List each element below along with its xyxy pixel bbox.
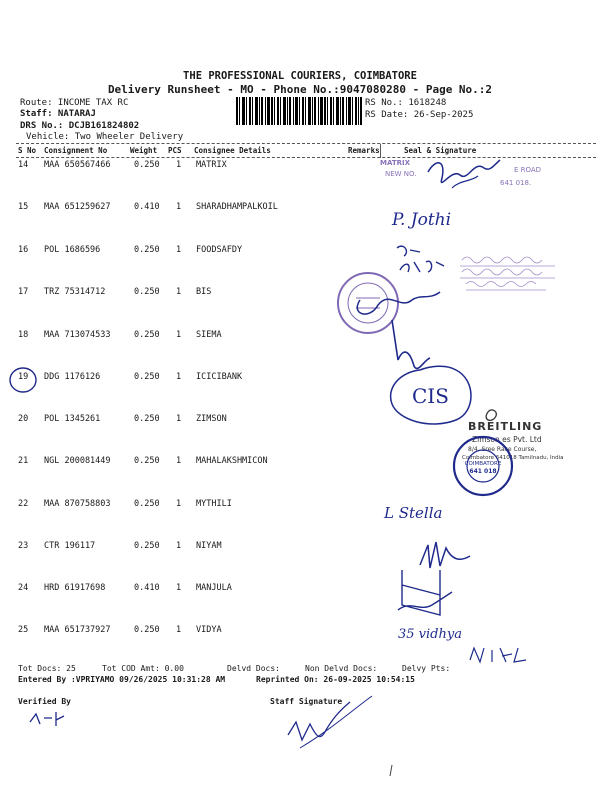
table-row xyxy=(18,202,598,216)
row-sno: 23 xyxy=(18,541,29,551)
handwritten-initials: CIS xyxy=(412,384,449,408)
col-consignment: Consignment No xyxy=(44,146,108,155)
signature-icon xyxy=(470,648,526,662)
table-row xyxy=(18,456,598,470)
row-weight: 0.250 xyxy=(134,625,160,635)
row-weight: 0.250 xyxy=(134,499,160,509)
rs-number: RS No.: 1618248 xyxy=(365,98,447,108)
row-weight: 0.410 xyxy=(134,583,160,593)
header-divider xyxy=(380,144,381,158)
row-consignee: SIEMA xyxy=(196,330,222,340)
row-pcs: 1 xyxy=(176,583,182,593)
header-top-rule xyxy=(16,143,596,144)
mahal-seal-line1: COIMBATORE xyxy=(464,461,502,467)
col-remarks: Remarks xyxy=(348,146,380,155)
company-title: THE PROFESSIONAL COURIERS, COIMBATORE xyxy=(183,70,417,82)
row-consignment: MAA 713074533 xyxy=(44,330,111,340)
row-consignee: MANJULA xyxy=(196,583,232,593)
row-weight: 0.250 xyxy=(134,160,160,170)
row-weight: 0.250 xyxy=(134,414,160,424)
row-consignee: SHARADHAMPALKOIL xyxy=(196,202,278,212)
row-consignee: ICICIBANK xyxy=(196,372,243,382)
col-pcs: PCS xyxy=(168,146,182,155)
reprinted-on: Reprinted On: 26-09-2025 10:54:15 xyxy=(256,675,415,684)
zimson-line2: 8/4, Sree Race Course, xyxy=(468,446,537,453)
zimson-brand: BREITLING xyxy=(468,420,543,433)
staff-signature-label: Staff Signature xyxy=(270,697,343,706)
row-weight: 0.250 xyxy=(134,372,160,382)
row-consignee: BIS xyxy=(196,287,212,297)
zimson-line1: Zimson es Pvt. Ltd xyxy=(472,435,542,444)
row-pcs: 1 xyxy=(176,499,182,509)
row-sno: 16 xyxy=(18,245,29,255)
non-delvd-docs: Non Delvd Docs: xyxy=(305,664,378,673)
table-row xyxy=(18,583,598,597)
row-pcs: 1 xyxy=(176,202,182,212)
row-sno: 17 xyxy=(18,287,29,297)
row-weight: 0.410 xyxy=(134,202,160,212)
handwritten-name: L Stella xyxy=(384,504,443,522)
table-row xyxy=(18,372,598,386)
table-row xyxy=(18,160,598,174)
row-pcs: 1 xyxy=(176,287,182,297)
tamil-stamp-icon xyxy=(460,257,555,290)
row-weight: 0.250 xyxy=(134,541,160,551)
table-row xyxy=(18,245,598,259)
row-consignment: NGL 200081449 xyxy=(44,456,111,466)
row-consignee: MYTHILI xyxy=(196,499,232,509)
matrix-stamp-line2: NEW NO. xyxy=(385,170,417,178)
col-seal: Seal & Signature xyxy=(404,146,477,155)
mahal-seal-line2: 641 018 xyxy=(469,468,497,475)
row-consignee: FOODSAFDY xyxy=(196,245,243,255)
tot-docs: Tot Docs: 25 xyxy=(18,664,76,673)
drs-number: DRS No.: DCJB161824802 xyxy=(20,121,140,131)
row-consignment: MAA 870758803 xyxy=(44,499,111,509)
row-pcs: 1 xyxy=(176,245,182,255)
zimson-line3: Coimbatore 641018 Tamilnadu, India xyxy=(462,455,564,461)
entered-by: Entered By :VPRIYAMO 09/26/2025 10:31:28 AM xyxy=(18,675,226,684)
row-consignment: CTR 196117 xyxy=(44,541,96,551)
col-sno: S No xyxy=(18,146,37,155)
table-row xyxy=(18,287,598,301)
row-consignment: MAA 651259627 xyxy=(44,202,111,212)
row-weight: 0.250 xyxy=(134,330,160,340)
runsheet-subtitle: Delivery Runsheet - MO - Phone No.:9047080280 - Page No.:2 xyxy=(107,83,493,96)
row-sno: 25 xyxy=(18,625,29,635)
row-pcs: 1 xyxy=(176,456,182,466)
signature-icon xyxy=(288,702,350,740)
row-consignment: POL 1686596 xyxy=(44,245,101,255)
signature-icon xyxy=(392,320,430,368)
row-sno: 19 xyxy=(18,372,29,382)
matrix-stamp-line4: 641 018. xyxy=(500,179,532,187)
row-consignment: POL 1345261 xyxy=(44,414,101,424)
row-consignee: VIDYA xyxy=(196,625,222,635)
tot-cod-amt: Tot COD Amt: 0.00 xyxy=(102,664,184,673)
row-weight: 0.250 xyxy=(134,456,160,466)
signature-icon xyxy=(30,712,64,726)
table-row xyxy=(18,625,598,639)
row-sno: 18 xyxy=(18,330,29,340)
pen-mark-icon xyxy=(390,765,392,776)
matrix-stamp-line3: E ROAD xyxy=(514,166,542,174)
row-sno: 15 xyxy=(18,202,29,212)
delvy-pts: Delvy Pts: xyxy=(402,664,451,673)
row-consignment: HRD 61917698 xyxy=(44,583,106,593)
header-bottom-rule xyxy=(16,157,596,158)
table-row xyxy=(18,414,598,428)
col-consignee: Consignee Details xyxy=(194,146,271,155)
row-consignee: MATRIX xyxy=(196,160,227,170)
table-row xyxy=(18,330,598,344)
row-consignment: TRZ 75314712 xyxy=(44,287,106,297)
row-pcs: 1 xyxy=(176,625,182,635)
row-pcs: 1 xyxy=(176,330,182,340)
route-label: Route: INCOME TAX RC xyxy=(20,98,129,108)
row-sno: 24 xyxy=(18,583,29,593)
row-consignment: MAA 650567466 xyxy=(44,160,111,170)
row-consignee: ZIMSON xyxy=(196,414,227,424)
round-seal-icon xyxy=(338,273,398,333)
row-pcs: 1 xyxy=(176,541,182,551)
row-sno: 20 xyxy=(18,414,29,424)
row-pcs: 1 xyxy=(176,160,182,170)
row-pcs: 1 xyxy=(176,414,182,424)
vehicle-label: Vehicle: Two Wheeler Delivery xyxy=(26,132,184,142)
table-row xyxy=(18,499,598,513)
row-weight: 0.250 xyxy=(134,287,160,297)
row-sno: 14 xyxy=(18,160,29,170)
signature-icon xyxy=(452,176,478,188)
matrix-stamp-line1: MATRIX xyxy=(380,159,411,167)
row-consignee: MAHALAKSHMICON xyxy=(196,456,268,466)
col-weight: Weight xyxy=(130,146,158,155)
barcode-icon xyxy=(236,97,362,125)
rs-date: RS Date: 26-Sep-2025 xyxy=(365,110,474,120)
handwritten-name: 35 vidhya xyxy=(398,627,462,642)
table-row xyxy=(18,541,598,555)
row-sno: 22 xyxy=(18,499,29,509)
row-consignment: DDG 1176126 xyxy=(44,372,101,382)
staff-label: Staff: NATARAJ xyxy=(20,109,96,119)
row-weight: 0.250 xyxy=(134,245,160,255)
row-pcs: 1 xyxy=(176,372,182,382)
handwritten-name: P. Jothi xyxy=(392,210,452,230)
delvd-docs: Delvd Docs: xyxy=(227,664,280,673)
row-consignment: MAA 651737927 xyxy=(44,625,111,635)
row-sno: 21 xyxy=(18,456,29,466)
row-consignee: NIYAM xyxy=(196,541,222,551)
verified-by-label: Verified By xyxy=(18,697,71,706)
